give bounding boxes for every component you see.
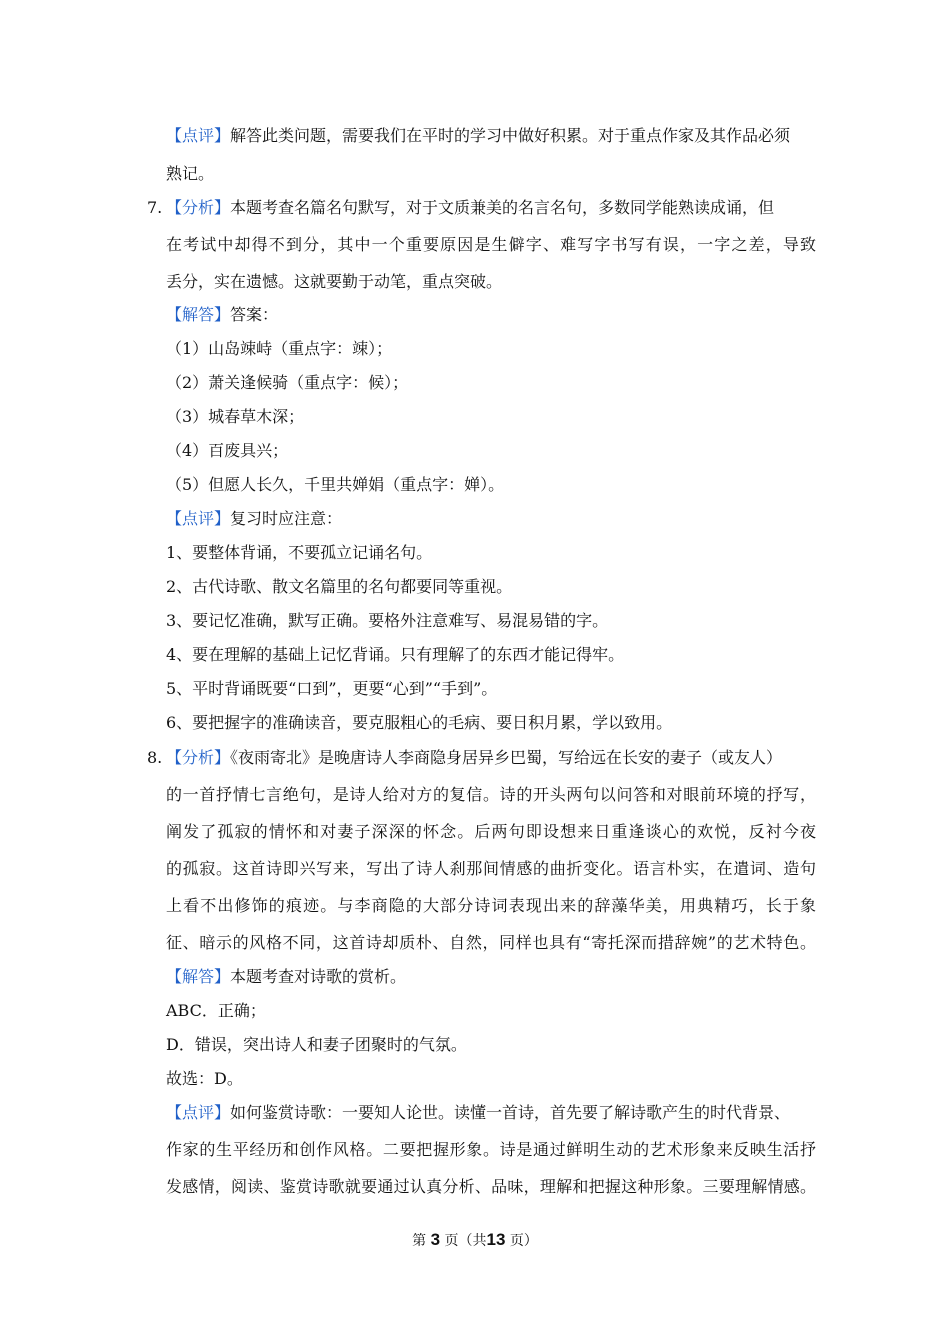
comment-paragraph: [166, 1103, 816, 1123]
footer-suffix: 页）: [509, 1233, 538, 1249]
analysis-text-line: 征、暗示的风格不同，这首诗却质朴、自然，同样也具有“寄托深而措辞婉”的艺术特色。: [166, 933, 816, 952]
answer-item: D．错误，突出诗人和妻子团聚时的气氛。: [166, 1035, 467, 1054]
footer-prefix: 第: [412, 1233, 427, 1249]
answer-item: （5）但愿人长久，千里共婵娟（重点字：婵）。: [166, 475, 505, 494]
answer-item: （3）城春草木深；: [166, 407, 305, 426]
answer-item: 故选：D。: [166, 1069, 243, 1088]
answer-item: ABC．正确；: [166, 1001, 266, 1020]
answer-text: 答案：: [230, 305, 279, 324]
comment-text: 解答此类问题，需要我们在平时的学习中做好积累。对于重点作家及其作品必须: [230, 126, 791, 145]
tip-item: 2、古代诗歌、散文名篇里的名句都要同等重视。: [166, 577, 513, 596]
answer-tag: 【解答】: [166, 967, 231, 986]
comment-text-line: 发感情，阅读、鉴赏诗歌就要通过认真分析、品味，理解和把握这种形象。三要理解情感。: [166, 1177, 816, 1196]
tip-item: 6、要把握字的准确读音，要克服粗心的毛病、要日积月累，学以致用。: [166, 713, 673, 732]
page-total: 13: [486, 1230, 506, 1249]
analysis-text-line: 的一首抒情七言绝句，是诗人给对方的复信。诗的开头两句以问答和对眼前环境的抒写，: [166, 785, 816, 804]
answer-item: （1）山岛竦峙（重点字：竦）；: [166, 339, 393, 358]
analysis-text: 本题考查名篇名句默写，对于文质兼美的名言名句，多数同学能熟读成诵，但: [230, 198, 775, 217]
answer-item: （4）百废具兴；: [166, 441, 289, 460]
comment-tag: 【点评】: [166, 509, 231, 528]
analysis-text-line: 阐发了孤寂的情怀和对妻子深深的怀念。后两句即设想来日重逢谈心的欢悦，反衬今夜: [166, 822, 816, 841]
analysis-text-line: 丢分，实在遗憾。这就要勤于动笔，重点突破。: [166, 272, 503, 291]
page-number: 3: [430, 1230, 441, 1249]
tip-item: 1、要整体背诵，不要孤立记诵名句。: [166, 543, 433, 562]
answer-item: （2）萧关逢候骑（重点字：候）；: [166, 373, 409, 392]
answer-paragraph: [166, 305, 816, 325]
analysis-tag: 【分析】: [166, 198, 231, 217]
comment-text: 如何鉴赏诗歌：一要知人论世。读懂一首诗，首先要了解诗歌产生的时代背景、: [230, 1103, 791, 1122]
answer-paragraph: [166, 967, 816, 987]
analysis-text-line: 在考试中却得不到分，其中一个重要原因是生僻字、难写字书写有误，一字之差，导致: [166, 235, 816, 254]
page-footer: [0, 1230, 950, 1251]
comment-paragraph: [166, 509, 816, 529]
answer-text: 本题考查对诗歌的赏析。: [230, 967, 407, 986]
tip-item: 3、要记忆准确，默写正确。要格外注意难写、易混易错的字。: [166, 611, 609, 630]
tip-item: 5、平时背诵既要“口到”，更要“心到”“手到”。: [166, 679, 498, 698]
comment-text: 复习时应注意：: [230, 509, 343, 528]
question-number: 8.: [147, 748, 163, 767]
comment-tag: 【点评】: [166, 126, 231, 145]
analysis-paragraph: [166, 198, 816, 218]
analysis-tag: 【分析】: [166, 748, 231, 767]
comment-paragraph: [166, 126, 816, 146]
analysis-text-line: 上看不出修饰的痕迹。与李商隐的大部分诗词表现出来的辞藻华美，用典精巧，长于象: [166, 896, 816, 915]
analysis-text-line: 的孤寂。这首诗即兴写来，写出了诗人刹那间情感的曲折变化。语言朴实，在遣词、造句: [166, 859, 816, 878]
analysis-text: 《夜雨寄北》是晚唐诗人李商隐身居异乡巴蜀，写给远在长安的妻子（或友人）: [230, 748, 783, 767]
comment-tag: 【点评】: [166, 1103, 231, 1122]
footer-middle: 页（共: [444, 1233, 487, 1249]
tip-item: 4、要在理解的基础上记忆背诵。只有理解了的东西才能记得牢。: [166, 645, 625, 664]
comment-text-line: 作家的生平经历和创作风格。二要把握形象。诗是通过鲜明生动的艺术形象来反映生活抒: [166, 1140, 816, 1159]
answer-tag: 【解答】: [166, 305, 231, 324]
analysis-paragraph: [166, 748, 816, 768]
comment-text-line: 熟记。: [166, 164, 215, 183]
question-number: 7.: [147, 198, 163, 217]
